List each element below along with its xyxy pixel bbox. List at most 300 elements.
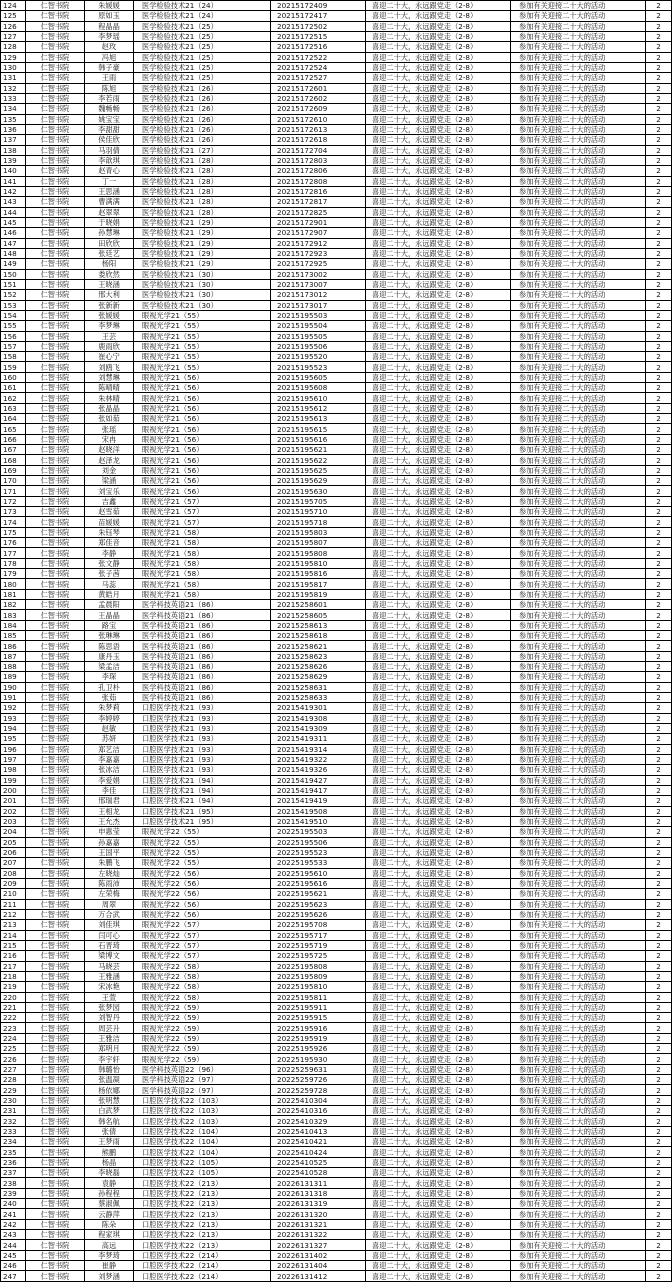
class-name-cell: 眼视光学21（57） <box>134 517 271 527</box>
student-name-cell: 赵玫 <box>85 42 134 52</box>
table-row <box>1 920 672 930</box>
credit-cell: 2 <box>646 11 672 21</box>
activity-name-cell: 喜迎二十大，永远跟党走（2-8） <box>366 889 511 899</box>
credit-cell: 2 <box>646 352 672 362</box>
activity-name-cell: 喜迎二十大，永远跟党走（2-8） <box>366 269 511 279</box>
table-row <box>1 62 672 72</box>
table-row <box>1 579 672 589</box>
table-row <box>1 992 672 1002</box>
row-number-cell: 215 <box>1 940 26 950</box>
college-cell: 仁智书院 <box>26 589 85 599</box>
table-row <box>1 434 672 444</box>
student-id-cell: 20215195807 <box>271 538 366 548</box>
class-name-cell: 眼视光学21（55） <box>134 331 271 341</box>
activity-name-cell: 喜迎二十大，永远跟党走（2-8） <box>366 940 511 950</box>
student-id-cell: 20225195911 <box>271 1002 366 1012</box>
activity-description-cell: 参加有关迎接二十大的活动 <box>511 300 646 310</box>
row-number-cell: 212 <box>1 909 26 919</box>
class-name-cell: 眼视光学21（56） <box>134 403 271 413</box>
student-name-cell: 白武梦 <box>85 1106 134 1116</box>
credit-cell: 2 <box>646 424 672 434</box>
activity-name-cell: 喜迎二十大，永远跟党走（2-8） <box>366 465 511 475</box>
credit-cell: 2 <box>646 569 672 579</box>
row-number-cell: 219 <box>1 982 26 992</box>
table-row <box>1 538 672 548</box>
activity-name-cell: 喜迎二十大，永远跟党走（2-8） <box>366 858 511 868</box>
activity-description-cell: 参加有关迎接二十大的活动 <box>511 114 646 124</box>
credit-cell: 2 <box>646 496 672 506</box>
activity-name-cell: 喜迎二十大，永远跟党走（2-8） <box>366 1126 511 1136</box>
class-name-cell: 眼视光学22（57） <box>134 940 271 950</box>
class-name-cell: 眼视光学22（59） <box>134 1044 271 1054</box>
activity-description-cell: 参加有关迎接二十大的活动 <box>511 806 646 816</box>
student-name-cell: 赵青心 <box>85 166 134 176</box>
activity-description-cell: 参加有关迎接二十大的活动 <box>511 971 646 981</box>
table-row <box>1 548 672 558</box>
row-number-cell: 211 <box>1 899 26 909</box>
college-cell: 仁智书院 <box>26 940 85 950</box>
activity-name-cell: 喜迎二十大，永远跟党走（2-8） <box>366 176 511 186</box>
college-cell: 仁智书院 <box>26 11 85 21</box>
row-number-cell: 216 <box>1 951 26 961</box>
student-name-cell: 韩名航 <box>85 1116 134 1126</box>
activity-description-cell: 参加有关迎接二十大的活动 <box>511 93 646 103</box>
class-name-cell: 口腔医学技术22（105） <box>134 1157 271 1167</box>
activity-description-cell: 参加有关迎接二十大的活动 <box>511 62 646 72</box>
credit-cell: 2 <box>646 847 672 857</box>
credit-cell: 2 <box>646 228 672 238</box>
college-cell: 仁智书院 <box>26 1219 85 1229</box>
class-name-cell: 眼视光学21（56） <box>134 393 271 403</box>
college-cell: 仁智书院 <box>26 930 85 940</box>
activity-description-cell: 参加有关迎接二十大的活动 <box>511 765 646 775</box>
table-row <box>1 1044 672 1054</box>
student-id-cell: 20225410528 <box>271 1168 366 1178</box>
student-id-cell: 20215195613 <box>271 414 366 424</box>
college-cell: 仁智书院 <box>26 114 85 124</box>
activity-name-cell: 喜迎二十大，永远跟党走（2-8） <box>366 1199 511 1209</box>
student-name-cell: 李宇轩 <box>85 1054 134 1064</box>
activity-name-cell: 喜迎二十大，永远跟党走（2-8） <box>366 692 511 702</box>
credit-cell: 2 <box>646 982 672 992</box>
table-row <box>1 713 672 723</box>
student-id-cell: 20225195533 <box>271 858 366 868</box>
student-id-cell: 20226131311 <box>271 1178 366 1188</box>
credit-cell: 2 <box>646 631 672 641</box>
activity-name-cell: 喜迎二十大，永远跟党走（2-8） <box>366 145 511 155</box>
student-id-cell: 20215172527 <box>271 73 366 83</box>
college-cell: 仁智书院 <box>26 445 85 455</box>
credit-cell: 2 <box>646 703 672 713</box>
credit-cell: 2 <box>646 166 672 176</box>
activity-description-cell: 参加有关迎接二十大的活动 <box>511 1095 646 1105</box>
class-name-cell: 医学检验技术21（25） <box>134 21 271 31</box>
class-name-cell: 口腔医学技术21（95） <box>134 816 271 826</box>
college-cell: 仁智书院 <box>26 961 85 971</box>
activity-description-cell: 参加有关迎接二十大的活动 <box>511 610 646 620</box>
student-id-cell: 20215258631 <box>271 682 366 692</box>
student-name-cell: 李晓磊 <box>85 1168 134 1178</box>
class-name-cell: 医学检验技术21（25） <box>134 73 271 83</box>
row-number-cell: 153 <box>1 300 26 310</box>
activity-name-cell: 喜迎二十大，永远跟党走（2-8） <box>366 362 511 372</box>
college-cell: 仁智书院 <box>26 951 85 961</box>
credit-cell: 2 <box>646 682 672 692</box>
row-number-cell: 129 <box>1 52 26 62</box>
activity-name-cell: 喜迎二十大，永远跟党走（2-8） <box>366 1116 511 1126</box>
student-name-cell: 韩子豪 <box>85 62 134 72</box>
table-row <box>1 1199 672 1209</box>
student-id-cell: 20215172502 <box>271 21 366 31</box>
table-row <box>1 393 672 403</box>
credit-cell: 2 <box>646 455 672 465</box>
college-cell: 仁智书院 <box>26 837 85 847</box>
class-name-cell: 眼视光学21（58） <box>134 548 271 558</box>
activity-description-cell: 参加有关迎接二十大的活动 <box>511 1033 646 1043</box>
row-number-cell: 194 <box>1 723 26 733</box>
credit-cell: 2 <box>646 1095 672 1105</box>
student-id-cell: 20215195608 <box>271 383 366 393</box>
college-cell: 仁智书院 <box>26 538 85 548</box>
credit-cell: 2 <box>646 1188 672 1198</box>
table-row <box>1 1085 672 1095</box>
activity-name-cell: 喜迎二十大，永远跟党走（2-8） <box>366 1033 511 1043</box>
row-number-cell: 134 <box>1 104 26 114</box>
college-cell: 仁智书院 <box>26 1271 85 1281</box>
table-row <box>1 641 672 651</box>
class-name-cell: 医学科技英语21（86） <box>134 631 271 641</box>
student-id-cell: 20215195819 <box>271 589 366 599</box>
college-cell: 仁智书院 <box>26 1261 85 1271</box>
row-number-cell: 125 <box>1 11 26 21</box>
activity-name-cell: 喜迎二十大，永远跟党走（2-8） <box>366 1044 511 1054</box>
credit-cell: 2 <box>646 775 672 785</box>
table-row <box>1 847 672 857</box>
student-name-cell: 张梦园 <box>85 1002 134 1012</box>
table-row <box>1 1033 672 1043</box>
student-name-cell: 刘慧琳 <box>85 372 134 382</box>
activity-description-cell: 参加有关迎接二十大的活动 <box>511 331 646 341</box>
credit-cell: 2 <box>646 83 672 93</box>
college-cell: 仁智书院 <box>26 651 85 661</box>
class-name-cell: 眼视光学21（56） <box>134 434 271 444</box>
student-name-cell: 马蕊 <box>85 579 134 589</box>
row-number-cell: 135 <box>1 114 26 124</box>
row-number-cell: 148 <box>1 248 26 258</box>
college-cell: 仁智书院 <box>26 806 85 816</box>
table-row <box>1 961 672 971</box>
activity-name-cell: 喜迎二十大，永远跟党走（2-8） <box>366 248 511 258</box>
class-name-cell: 眼视光学21（56） <box>134 424 271 434</box>
student-name-cell: 张冰洁 <box>85 765 134 775</box>
student-name-cell: 孔卫朴 <box>85 682 134 692</box>
student-id-cell: 20225195610 <box>271 868 366 878</box>
row-number-cell: 236 <box>1 1157 26 1167</box>
student-id-cell: 20215195816 <box>271 569 366 579</box>
college-cell: 仁智书院 <box>26 476 85 486</box>
table-row <box>1 1106 672 1116</box>
credit-cell: 2 <box>646 1219 672 1229</box>
activity-description-cell: 参加有关迎接二十大的活动 <box>511 662 646 672</box>
activity-name-cell: 喜迎二十大，永远跟党走（2-8） <box>366 166 511 176</box>
student-name-cell: 娄欣然 <box>85 269 134 279</box>
activity-name-cell: 喜迎二十大，永远跟党走（2-8） <box>366 909 511 919</box>
row-number-cell: 131 <box>1 73 26 83</box>
student-id-cell: 20226131318 <box>271 1188 366 1198</box>
student-id-cell: 20215195504 <box>271 321 366 331</box>
credit-cell: 2 <box>646 1157 672 1167</box>
activity-description-cell: 参加有关迎接二十大的活动 <box>511 145 646 155</box>
row-number-cell: 157 <box>1 341 26 351</box>
student-id-cell: 20225195916 <box>271 1023 366 1033</box>
credit-cell: 2 <box>646 692 672 702</box>
activity-name-cell: 喜迎二十大，永远跟党走（2-8） <box>366 1209 511 1219</box>
credit-cell: 2 <box>646 1137 672 1147</box>
table-row <box>1 455 672 465</box>
table-row <box>1 331 672 341</box>
activity-description-cell: 参加有关迎接二十大的活动 <box>511 517 646 527</box>
table-row <box>1 878 672 888</box>
college-cell: 仁智书院 <box>26 259 85 269</box>
activity-name-cell: 喜迎二十大，永远跟党走（2-8） <box>366 558 511 568</box>
credit-cell: 2 <box>646 1250 672 1260</box>
row-number-cell: 161 <box>1 383 26 393</box>
student-id-cell: 20215258629 <box>271 672 366 682</box>
table-row <box>1 507 672 517</box>
class-name-cell: 医学检验技术21（27） <box>134 145 271 155</box>
college-cell: 仁智书院 <box>26 1033 85 1043</box>
student-name-cell: 梁孟洁 <box>85 662 134 672</box>
activity-description-cell: 参加有关迎接二十大的活动 <box>511 1075 646 1085</box>
college-cell: 仁智书院 <box>26 321 85 331</box>
college-cell: 仁智书院 <box>26 1054 85 1064</box>
student-name-cell: 宋冉 <box>85 434 134 444</box>
class-name-cell: 口腔医学技术21（93） <box>134 754 271 764</box>
class-name-cell: 医学检验技术21（25） <box>134 42 271 52</box>
row-number-cell: 208 <box>1 868 26 878</box>
student-id-cell: 20215419419 <box>271 796 366 806</box>
credit-cell: 2 <box>646 1044 672 1054</box>
student-name-cell: 朱梦莉 <box>85 703 134 713</box>
activity-description-cell: 参加有关迎接二十大的活动 <box>511 434 646 444</box>
row-number-cell: 126 <box>1 21 26 31</box>
activity-description-cell: 参加有关迎接二十大的活动 <box>511 1 646 11</box>
student-name-cell: 王国平 <box>85 847 134 857</box>
student-id-cell: 20215172925 <box>271 259 366 269</box>
activity-description-cell: 参加有关迎接二十大的活动 <box>511 527 646 537</box>
student-name-cell: 王雅涵 <box>85 971 134 981</box>
credit-cell: 2 <box>646 1116 672 1126</box>
class-name-cell: 医学检验技术21（30） <box>134 300 271 310</box>
college-cell: 仁智书院 <box>26 269 85 279</box>
class-name-cell: 医学科技英语22（96） <box>134 1064 271 1074</box>
activity-description-cell: 参加有关迎接二十大的活动 <box>511 548 646 558</box>
student-name-cell: 李若雨 <box>85 93 134 103</box>
row-number-cell: 170 <box>1 476 26 486</box>
student-id-cell: 20215173007 <box>271 279 366 289</box>
college-cell: 仁智书院 <box>26 878 85 888</box>
table-row <box>1 951 672 961</box>
activity-name-cell: 喜迎二十大，永远跟党走（2-8） <box>366 403 511 413</box>
activity-description-cell: 参加有关迎接二十大的活动 <box>511 785 646 795</box>
class-name-cell: 医学检验技术21（29） <box>134 248 271 258</box>
activity-description-cell: 参加有关迎接二十大的活动 <box>511 445 646 455</box>
activity-name-cell: 喜迎二十大，永远跟党走（2-8） <box>366 1147 511 1157</box>
student-name-cell: 王萱 <box>85 992 134 1002</box>
college-cell: 仁智书院 <box>26 1064 85 1074</box>
college-cell: 仁智书院 <box>26 1075 85 1085</box>
row-number-cell: 201 <box>1 796 26 806</box>
credit-cell: 2 <box>646 321 672 331</box>
credit-cell: 2 <box>646 73 672 83</box>
college-cell: 仁智书院 <box>26 310 85 320</box>
student-id-cell: 20226131319 <box>271 1199 366 1209</box>
table-row <box>1 703 672 713</box>
table-row <box>1 754 672 764</box>
college-cell: 仁智书院 <box>26 486 85 496</box>
activity-description-cell: 参加有关迎接二十大的活动 <box>511 878 646 888</box>
student-id-cell: 20225195809 <box>271 971 366 981</box>
student-id-cell: 20215172923 <box>271 248 366 258</box>
table-row <box>1 1168 672 1178</box>
table-row <box>1 600 672 610</box>
row-number-cell: 175 <box>1 527 26 537</box>
student-name-cell: 张倩 <box>85 1126 134 1136</box>
activity-description-cell: 参加有关迎接二十大的活动 <box>511 1250 646 1260</box>
credit-cell: 2 <box>646 1075 672 1085</box>
college-cell: 仁智书院 <box>26 920 85 930</box>
student-id-cell: 20225195919 <box>271 1033 366 1043</box>
table-row <box>1 21 672 31</box>
student-name-cell: 魏畅畅 <box>85 104 134 114</box>
student-id-cell: 20225195503 <box>271 827 366 837</box>
student-id-cell: 20215173012 <box>271 290 366 300</box>
activity-name-cell: 喜迎二十大，永远跟党走（2-8） <box>366 806 511 816</box>
activity-description-cell: 参加有关迎接二十大的活动 <box>511 1199 646 1209</box>
table-row <box>1 982 672 992</box>
activity-description-cell: 参加有关迎接二十大的活动 <box>511 21 646 31</box>
row-number-cell: 147 <box>1 238 26 248</box>
activity-name-cell: 喜迎二十大，永远跟党走（2-8） <box>366 352 511 362</box>
student-id-cell: 20215172817 <box>271 197 366 207</box>
activity-name-cell: 喜迎二十大，永远跟党走（2-8） <box>366 1054 511 1064</box>
student-name-cell: 刘金 <box>85 465 134 475</box>
credit-cell: 2 <box>646 548 672 558</box>
student-id-cell: 20215172704 <box>271 145 366 155</box>
student-name-cell: 孙慧琳 <box>85 228 134 238</box>
table-row <box>1 1126 672 1136</box>
student-name-cell: 张瑶 <box>85 424 134 434</box>
class-name-cell: 医学检验技术21（24） <box>134 1 271 11</box>
student-name-cell: 韩璐怡 <box>85 1064 134 1074</box>
class-name-cell: 口腔医学技术21（95） <box>134 806 271 816</box>
activity-name-cell: 喜迎二十大，永远跟党走（2-8） <box>366 93 511 103</box>
student-name-cell: 姚宝宝 <box>85 114 134 124</box>
credit-cell: 2 <box>646 538 672 548</box>
activity-description-cell: 参加有关迎接二十大的活动 <box>511 207 646 217</box>
activity-description-cell: 参加有关迎接二十大的活动 <box>511 486 646 496</box>
activity-name-cell: 喜迎二十大，永远跟党走（2-8） <box>366 651 511 661</box>
row-number-cell: 151 <box>1 279 26 289</box>
row-number-cell: 202 <box>1 806 26 816</box>
row-number-cell: 207 <box>1 858 26 868</box>
row-number-cell: 220 <box>1 992 26 1002</box>
table-row <box>1 465 672 475</box>
row-number-cell: 165 <box>1 424 26 434</box>
table-row <box>1 1147 672 1157</box>
row-number-cell: 179 <box>1 569 26 579</box>
table-row <box>1 1178 672 1188</box>
table-row <box>1 476 672 486</box>
row-number-cell: 185 <box>1 631 26 641</box>
class-name-cell: 医学检验技术21（28） <box>134 197 271 207</box>
class-name-cell: 口腔医学技术22（213） <box>134 1230 271 1240</box>
credit-cell: 2 <box>646 620 672 630</box>
activity-name-cell: 喜迎二十大，永远跟党走（2-8） <box>366 455 511 465</box>
college-cell: 仁智书院 <box>26 290 85 300</box>
class-name-cell: 眼视光学21（58） <box>134 579 271 589</box>
row-number-cell: 235 <box>1 1147 26 1157</box>
college-cell: 仁智书院 <box>26 579 85 589</box>
student-name-cell: 杨依娜 <box>85 1085 134 1095</box>
student-id-cell: 20215258621 <box>271 641 366 651</box>
activity-name-cell: 喜迎二十大，永远跟党走（2-8） <box>366 920 511 930</box>
student-name-cell: 侯佳欣 <box>85 135 134 145</box>
row-number-cell: 218 <box>1 971 26 981</box>
student-id-cell: 20225410421 <box>271 1137 366 1147</box>
college-cell: 仁智书院 <box>26 1116 85 1126</box>
class-name-cell: 医学科技英语21（86） <box>134 610 271 620</box>
activity-name-cell: 喜迎二十大，永远跟党走（2-8） <box>366 434 511 444</box>
row-number-cell: 241 <box>1 1209 26 1219</box>
student-id-cell: 20215172522 <box>271 52 366 62</box>
student-name-cell: 孟晨阳 <box>85 600 134 610</box>
activity-description-cell: 参加有关迎接二十大的活动 <box>511 393 646 403</box>
activity-description-cell: 参加有关迎接二十大的活动 <box>511 310 646 320</box>
credit-cell: 2 <box>646 207 672 217</box>
student-id-cell: 20215172516 <box>271 42 366 52</box>
table-row <box>1 558 672 568</box>
class-name-cell: 医学检验技术21（29） <box>134 238 271 248</box>
student-id-cell: 20215419311 <box>271 734 366 744</box>
student-name-cell: 吉鑫 <box>85 496 134 506</box>
credit-cell: 2 <box>646 331 672 341</box>
college-cell: 仁智书院 <box>26 992 85 1002</box>
class-name-cell: 医学检验技术21（30） <box>134 290 271 300</box>
student-id-cell: 20215258605 <box>271 610 366 620</box>
activity-description-cell: 参加有关迎接二十大的活动 <box>511 1240 646 1250</box>
table-row <box>1 1095 672 1105</box>
activity-name-cell: 喜迎二十大，永远跟党走（2-8） <box>366 517 511 527</box>
class-name-cell: 医学科技英语21（86） <box>134 620 271 630</box>
activity-description-cell: 参加有关迎接二十大的活动 <box>511 558 646 568</box>
college-cell: 仁智书院 <box>26 238 85 248</box>
class-name-cell: 眼视光学21（55） <box>134 352 271 362</box>
college-cell: 仁智书院 <box>26 1147 85 1157</box>
table-row <box>1 785 672 795</box>
activity-name-cell: 喜迎二十大，永远跟党走（2-8） <box>366 744 511 754</box>
credit-cell: 2 <box>646 754 672 764</box>
college-cell: 仁智书院 <box>26 816 85 826</box>
activity-name-cell: 喜迎二十大，永远跟党走（2-8） <box>366 73 511 83</box>
activity-description-cell: 参加有关迎接二十大的活动 <box>511 197 646 207</box>
activity-name-cell: 喜迎二十大，永远跟党走（2-8） <box>366 372 511 382</box>
class-name-cell: 口腔医学技术22（213） <box>134 1219 271 1229</box>
credit-cell: 2 <box>646 52 672 62</box>
college-cell: 仁智书院 <box>26 414 85 424</box>
class-name-cell: 眼视光学21（56） <box>134 414 271 424</box>
activity-name-cell: 喜迎二十大，永远跟党走（2-8） <box>366 1 511 11</box>
